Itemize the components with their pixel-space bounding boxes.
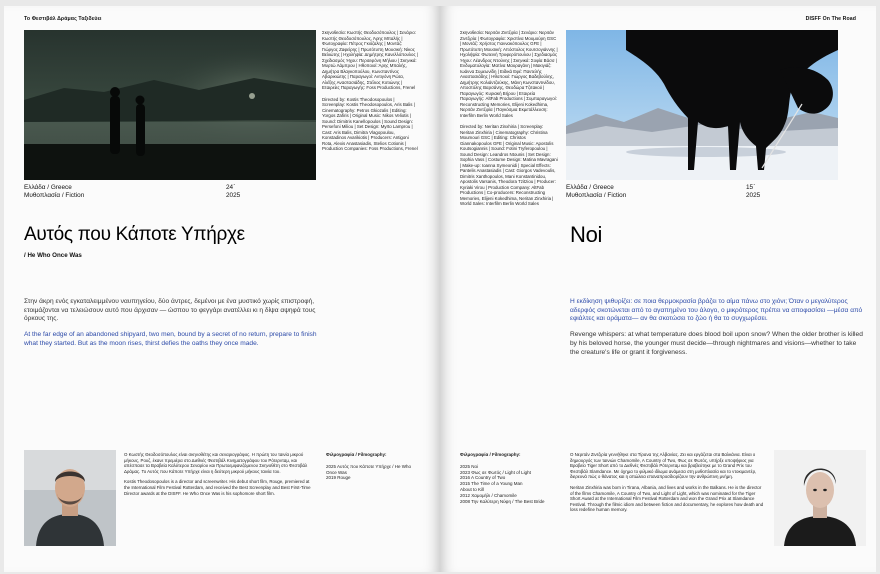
running-head: DISFF On The Road	[805, 16, 856, 22]
year: 2025	[746, 192, 761, 199]
film-title: Noi	[570, 222, 603, 247]
credits-block	[460, 30, 558, 213]
synopsis	[570, 298, 866, 364]
genre: Μυθοπλασία / Fiction	[24, 192, 85, 199]
filmography-item: About to Kill	[460, 486, 485, 492]
filmography-item: 2008 Την Καλύτερη Νύφη / The Best Bride	[460, 498, 545, 504]
credits-english: Directed by: Kostis Theodosopoulos | Screenplay: Kostis Theodosopoulos, Aris Balis | Cinematography: Petros Gkiozalis | Editing: Yorgos Zafiris | Original Music: Nikos Veliotis | Sound: Dimitris Kanellopoulos | Sound Design: Persefoni Miliou | Set Design: Myrto Lamprou | Cast: Aris Balis, Dimitra Vlagopoulou, Konstadinos Avarikiotis | Producers: Antigoni Rota, Alexis Anastasiadis, Stelios Cotionis | Production Companies: Foss Productions, Frenel	[322, 96, 418, 151]
synopsis-greek: Η εκδίκηση ψιθυρίζει: σε ποια θερμοκρασία βράζει το αίμα πάνω στο χιόνι; Όταν ο μεγαλύτερος αδερφός σκοτώνεται από το αγαπημένο του άλογο, ο μικρότερος πρέπει να αποφασίσει —μέσα από εφιάλτες και οράματα— αν θα σκοτώσει το ζώο ή θα το συγχωρέσει.	[570, 298, 863, 323]
running-head: Το Φεστιβάλ Δράμας Ταξιδεύει	[24, 16, 102, 22]
credits-english: Directed by: Neritan Zinxhiria | Screenplay: Neritan Zinxhiria | Cinematography: Christina Moumouri GSC | Editing: Christos Giannakopoulos GFE | Original Music: Apostolis Koutsogiannis | Sound: Fotini Tryferopoulou | Sound Design: Leandros Ntounis | Set Design: Sophia Vass | Costume Design: Matina Mavragani | Make-up: Ioanna Symeonidi | Special Effects: Pantelis Anastasiadis | Cast: Giorgos Vadevoulis, Dimitris Xanthopoulos, Mani Konstantinidou, Apostolis Varsanis, Theodora Tzitziou | Producer: Kyriaki Virou | Production Company: AltFab Productions | Co-producers: Reconstructing Memories, Elijeni Kokedhima, Neritan Zinxhiria | World Sales: Interfilm Berlin World Sales	[460, 124, 558, 206]
film-title: Αυτός που Κάποτε Υπήρχε	[24, 224, 245, 245]
film-english-title: / He Who Once Was	[24, 252, 82, 259]
horse-snow-image	[566, 30, 838, 180]
synopsis-greek: Στην άκρη ενός εγκαταλειμμένου ναυπηγείου, δύο άντρες, δεμένοι με ένα μυστικό χωρίς επιστροφή, ετοιμάζονται να τελειώσουν αυτό που άρχισαν — ώσπου το φεγγάρι ανατέλλει κι η δίψα αψηφά τους όρκους της.	[24, 298, 316, 323]
director-bio	[570, 452, 766, 518]
left-page	[4, 6, 440, 572]
night-shipyard-image	[24, 30, 316, 180]
director-photo	[24, 450, 116, 546]
synopsis-english: At the far edge of an abandoned shipyard, two men, bound by a secret of no return, prepare to finish what they started. But as the moon rises, thirst defies the oaths they once made.	[24, 331, 317, 347]
director-portrait	[774, 450, 866, 546]
credits-greek: Σκηνοθεσία: Νεριτάν Ζιντζιρία | Σενάριο: Νεριτάν Ζιντζιρία | Φωτογραφία: Χριστίνα Μουμούρη GSC | Μοντάζ: Χρήστος Γιαννακόπουλος GFE | Πρωτότυπη Μουσική: Απόστολος Κουτσογιάννης | Ηχολήψία: Φωτεινή Τρυφερόπουλου | Σχεδιασμός Ήχου: Λέανδρος Ντούνης | Σκηνικά: Σοφία Βάσσ | Ενδυματολογία: Ματίνα Μαυραγάνη | Μακιγιάζ: Ιωάννα Συμεωνίδη | Ειδικά Εφέ: Παντελής Αναστασιάδης | Ηθοποιοί: Γιώργος Βαδεβούλης, Δημήτρης Κολιάντζούκης, Μάνη Κωνσταντινίδου, Αποστόλης Βαρσάνης, Θεοδώρα Τζιτακού | Παραγωγός: Κυριακή Βήρου | Εταιρεία Παραγωγής: AltFab Productions | Συμπαραγωγοί: Reconstructing Memories, Elijeni Kokedhima, Νεριτάν Ζιντζιρία | Παγκόσμια Εκμετάλλευση: Interfilm Berlin World Sales	[460, 30, 558, 118]
director-bio	[124, 452, 316, 501]
duration: 15΄	[746, 184, 756, 191]
filmography-item: 2015 The Time of a Young Man	[460, 481, 523, 487]
filmography-heading: Φιλμογραφία / Filmography:	[460, 452, 521, 457]
country: Ελλάδα / Greece	[566, 184, 614, 191]
right-page	[440, 6, 876, 572]
bio-english: Neritan Zinxhiria was born in Tirana, Albania, and lives and works in the Balkans. He is the director of the films Chamomile, A Country of Two, and Light of Light, which was nominated for the Tiger Short Award at the International Film Festival Rotterdam and won the Grand Prix at Slamdance Festival. Through the filmic idiom and between fiction and documentary, he explores how death and loss redefine human memory.	[570, 484, 764, 513]
director-photo	[774, 450, 866, 546]
bio-greek: Ο Νεριτάν Ζιντζιρία γεννήθηκε στα Τίρανα της Αλβανίας. Ζει και εργάζεται στα Βαλκάνια. Είναι ο δημιουργός των ταινιών Chamomile, A Country of Two, Φως σε Φωτός, υπήρξε υποψήφιος για Βραβείο Tiger Short από το Διεθνές Φεστιβάλ Ρότερνταμ και βραβεύτηκε με το Grand Prix του Φεστιβάλ Slamdance. Με όχημα το φιλμικό ιδίωμα ανάμεσα στη μυθοπλασία και το ντοκιμαντέρ, διερευνά πώς ο θάνατος και η απώλεια επαναπροσδιορίζουν την ανθρώπινη μνήμη.	[570, 452, 757, 480]
genre: Μυθοπλασία / Fiction	[566, 192, 627, 199]
bio-english: Kostis Theodosopoulos is a director and screenwriter. His debut short film, Rouge, premiered at the International Film Festival Rotterdam, and received the Best Screenplay and Best First-Time Director awards at the DISFF. He Who Once Was is his sophomore short film.	[124, 479, 311, 496]
year: 2025	[226, 192, 241, 199]
filmography-item: 2023 Φως σε Φωτός / Light of Light	[460, 469, 531, 475]
filmography-item: 2025 Noi	[460, 463, 479, 469]
synopsis	[24, 298, 319, 356]
bio-greek: Ο Κωστής Θεοδοσόπουλος είναι σκηνοθέτης και σεναριογράφος. Η πρώτη του ταινία μικρού μήκους, Ρουζ, έκανε πρεμιέρα στο Διεθνές Φεστιβάλ Κινηματογράφου του Ρότερνταμ, και απέσπασε τα Βραβεία Καλύτερου Σεναρίου και Πρωτοεμφανιζόμενου Σκηνοθέτη στο Φεστιβάλ Δράμας. Το Αυτός που Κάποτε Υπήρχε είναι η δεύτερη μικρού μήκους ταινία του.	[124, 452, 308, 474]
film-still	[566, 30, 838, 180]
filmography-item: 2019 Rouge	[326, 475, 351, 481]
filmography-heading: Φιλμογραφία / Filmography:	[326, 452, 387, 457]
director-portrait	[24, 450, 116, 546]
synopsis-english: Revenge whispers: at what temperature does blood boil upon snow? When the older brother is killed by his beloved horse, the younger must decide—through nightmares and visions—whether to take the creature's life or grant it forgiveness.	[570, 331, 863, 356]
filmography	[326, 452, 422, 481]
country: Ελλάδα / Greece	[24, 184, 72, 191]
credits-greek: Σκηνοθεσία: Κωστής Θεοδοσόπουλος | Σενάριο: Κωστής Θεοδοσόπουλος, Άρης Μπαλής | Φωτογραφία: Πέτρος Γκιόζαλης | Μοντάζ: Γιώργος Ζαφείρης | Πρωτότυπη Μουσική: Νίκος Βελιώτης | Ηχολήψία: Δημήτρης Κανελλόπουλος | Σχεδιασμός Ήχου: Περσεφόνη Μήλιου | Σκηνικά: Μυρτώ Λάμπρου | Ηθοποιοί: Άρης Μπαλής, Δημήτρα Βλαγκοπούλου, Κωνσταντίνος Αβαρικιώτης | Παραγωγοί: Αντιγόνη Ρώτα, Αλέξης Αναστασιάδης, Στέλιος Κοτιώνης | Εταιρείες Παραγωγής: Foss Productions, Frenel	[322, 30, 418, 90]
filmography-item: 2016 A Country of Two	[460, 475, 506, 481]
filmography-item: 2025 Αυτός που Κάποτε Υπήρχε / He Who Once Was	[326, 463, 411, 475]
credits-block	[322, 30, 418, 158]
duration: 24΄	[226, 184, 236, 191]
film-still	[24, 30, 316, 180]
filmography	[460, 452, 560, 504]
filmography-item: 2012 Χαμομήλι / Chamomile	[460, 492, 517, 498]
